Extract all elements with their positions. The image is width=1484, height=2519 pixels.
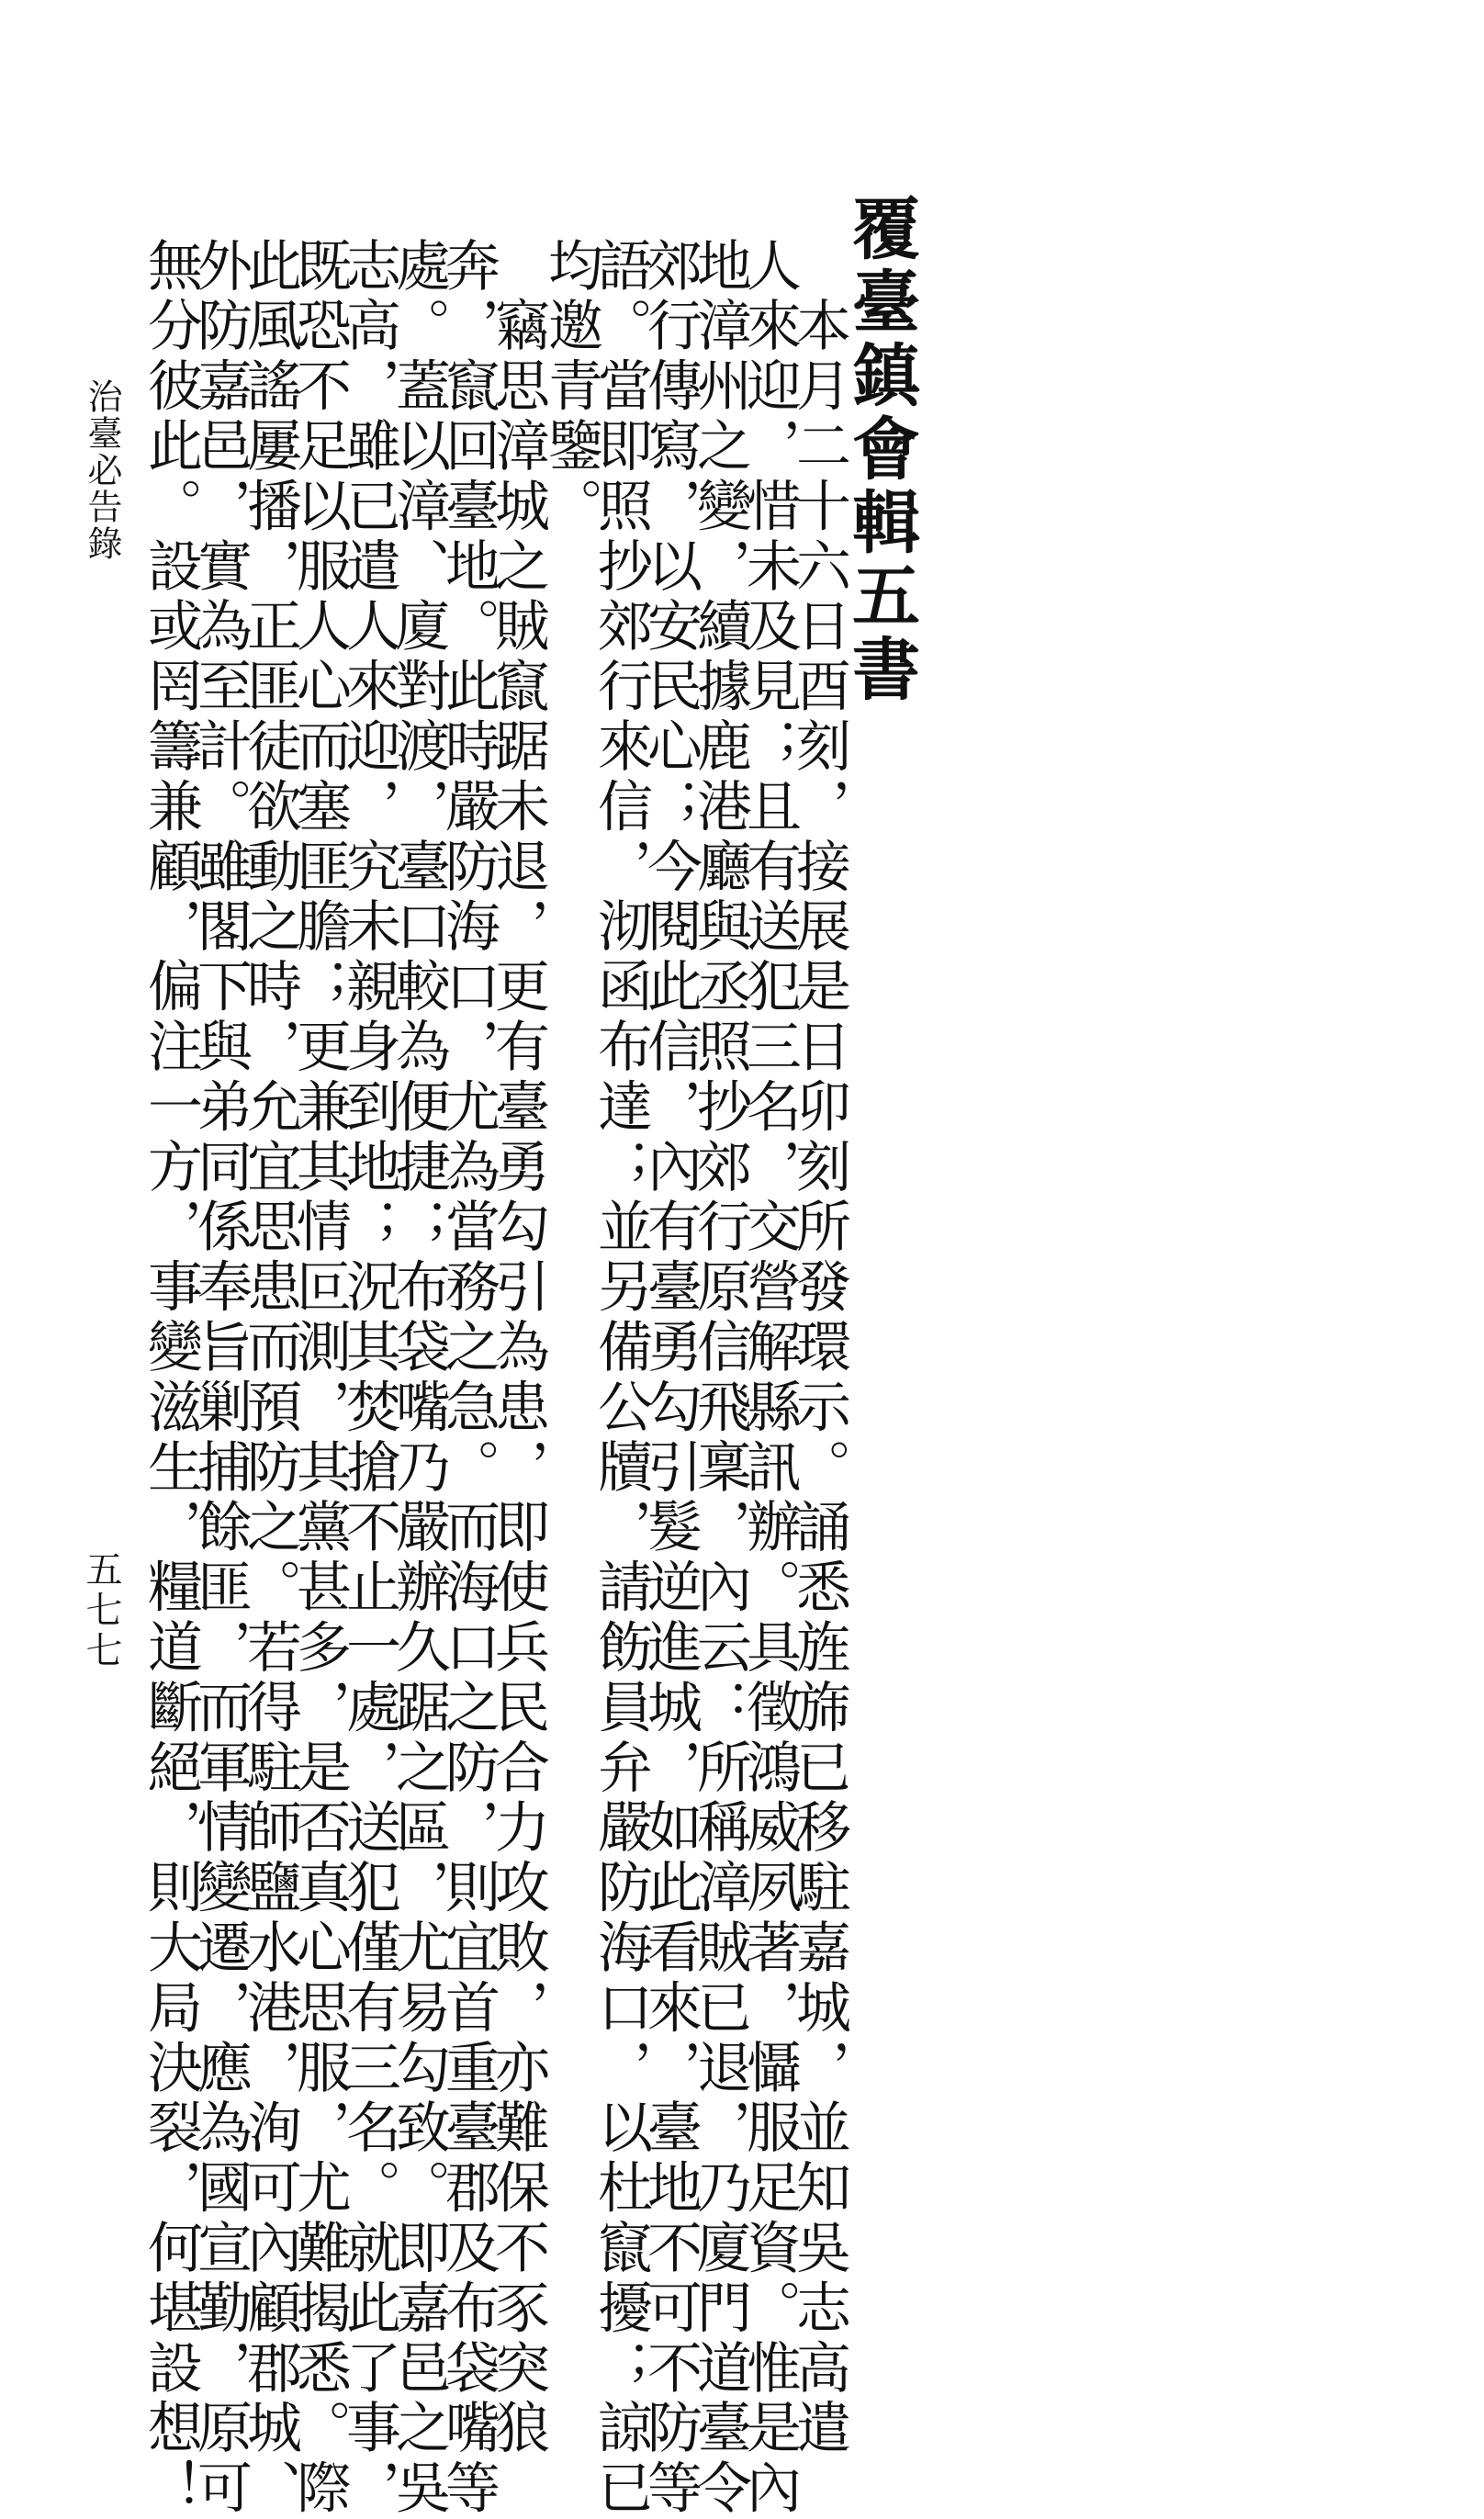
text-column: 竊思漳城之賊竄踞未退，更有臺勇勾引為患，即使兵民合力攻敗，亦難保不豕突狼	[486, 237, 550, 2459]
text-column: 此風謠屢播，正匪徒欲動之時，允宜思患而預防之。若得駐師鹽水港，洵可內顧郡城、	[238, 237, 302, 2519]
text-column: 地漳州之變，續據鹿港廳與丞照抄郊行原信飛稟，內云：所稱漳賊已退，乃廈門道臺令	[688, 237, 752, 2519]
text-column: 人來迎，惜未及見；且有送犯三名，交營解縣訊辦。具徵鴻威夙著，懾服足資。惟是內	[737, 237, 802, 2519]
text-column: 語。當即照抄郊行來信，沏函布達；並另備公牘，請飭員弁嚴防海口，以杜竄擾；諒已	[589, 237, 653, 2519]
text-column: 既恐不足以服人心而塞匪膽；更兼其情叵測，其黨甚多，是否真心思服，尤難揭悉。際	[287, 237, 352, 2519]
text-column: 處。蓋以漳、廈對渡，臺口較為便捷；布袋嘴乃嚴辦久踞之區，尤易勾致。即嘉邑之吳	[387, 237, 451, 2519]
book-title-margin: 治臺必告錄	[82, 378, 122, 562]
text-column: 均邀青鑒。	[539, 237, 603, 537]
page-number: 五七七	[80, 1550, 122, 1671]
text-column: 志高，雖已遣人來迎，究未親身到地；況其焚搶不止一處，送犯僅有三名。就此了事，	[337, 237, 401, 2519]
text-column: 本月二十六日酉刻，接展是日卯刻所發環示。誦悉旌旆已移駐嘉城，並知吳志高遣	[787, 237, 851, 2459]
text-column: 外防嘉邑，實為至計。雖閣下與弟同係奉旨剿捕餘匪，而軍情變遷，應為國宣勤，原可	[188, 237, 253, 2519]
text-column: 無分彼此。設或罔籌兼顧，偏注一方，事變滋生，糧道斷絕，則大局決裂，何堪設想！	[139, 237, 203, 2519]
text-column: 奔，竄回臺地。此時嚴防海口，尤為當務之急。而海口之防，則宜首重臺郡及布袋嘴等	[436, 237, 500, 2519]
chapter-title: 覆臺鎮會輯五書	[841, 193, 920, 707]
text-column: 郊行傳寫，以安民心；今閱此信，內有臺勇勾引髮逆進城，如此看來，臺地不可不防等	[638, 237, 703, 2519]
